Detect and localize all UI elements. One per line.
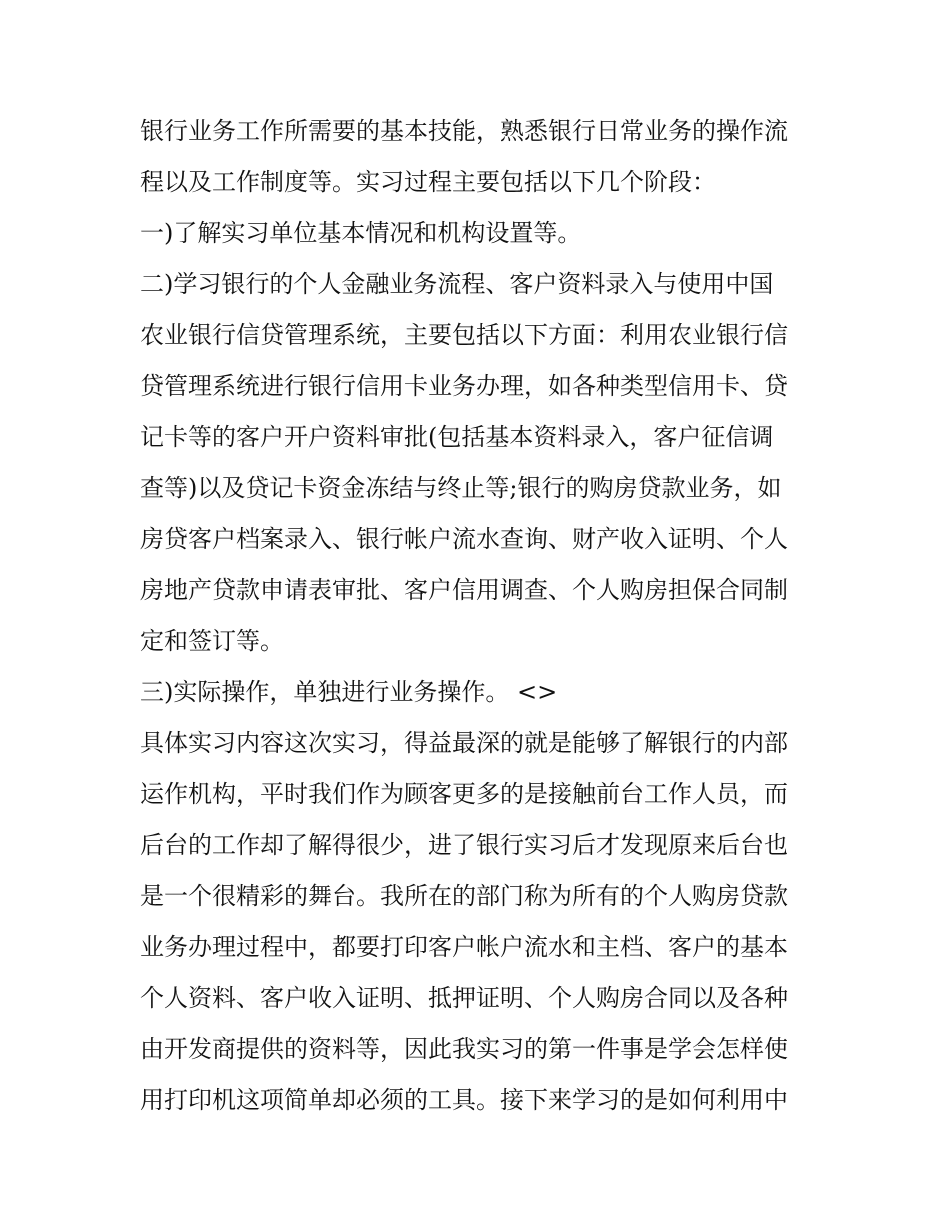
text-line: 具体实习内容这次实习，得益最深的就是能够了解银行的内部: [140, 729, 788, 757]
text-line: 运作机构，平时我们作为顾客更多的是接触前台工作人员，而: [140, 780, 788, 808]
list-item-1: 一)了解实习单位基本情况和机构设置等。: [140, 219, 582, 247]
list-item-2: 二)学习银行的个人金融业务流程、客户资料录入与使用中国: [140, 270, 774, 298]
text-line: 业务办理过程中，都要打印客户帐户流水和主档、客户的基本: [140, 933, 788, 961]
text-line: 房贷客户档案录入、银行帐户流水查询、财产收入证明、个人: [140, 525, 788, 553]
list-item-3: 三)实际操作，单独进行业务操作。 <>: [140, 678, 558, 706]
text-line: 用打印机这项简单却必须的工具。接下来学习的是如何利用中: [140, 1086, 788, 1114]
document-body: [140, 106, 820, 1126]
text-line: 后台的工作却了解得很少，进了银行实习后才发现原来后台也: [140, 831, 788, 859]
text-line: 农业银行信贷管理系统，主要包括以下方面：利用农业银行信: [140, 321, 788, 349]
text-line: 个人资料、客户收入证明、抵押证明、个人购房合同以及各种: [140, 984, 788, 1012]
text-line: 定和签订等。: [140, 627, 284, 655]
text-line: 贷管理系统进行银行信用卡业务办理，如各种类型信用卡、贷: [140, 372, 788, 400]
text-line: 是一个很精彩的舞台。我所在的部门称为所有的个人购房贷款: [140, 882, 788, 910]
text-line: 程以及工作制度等。实习过程主要包括以下几个阶段：: [140, 168, 716, 196]
text-line: 房地产贷款申请表审批、客户信用调查、个人购房担保合同制: [140, 576, 788, 604]
text-line: 查等)以及贷记卡资金冻结与终止等;银行的购房贷款业务，如: [140, 474, 782, 502]
text-line: 银行业务工作所需要的基本技能，熟悉银行日常业务的操作流: [140, 117, 788, 145]
text-line: 由开发商提供的资料等，因此我实习的第一件事是学会怎样使: [140, 1035, 788, 1063]
text-line: 记卡等的客户开户资料审批(包括基本资料录入，客户征信调: [140, 423, 774, 451]
